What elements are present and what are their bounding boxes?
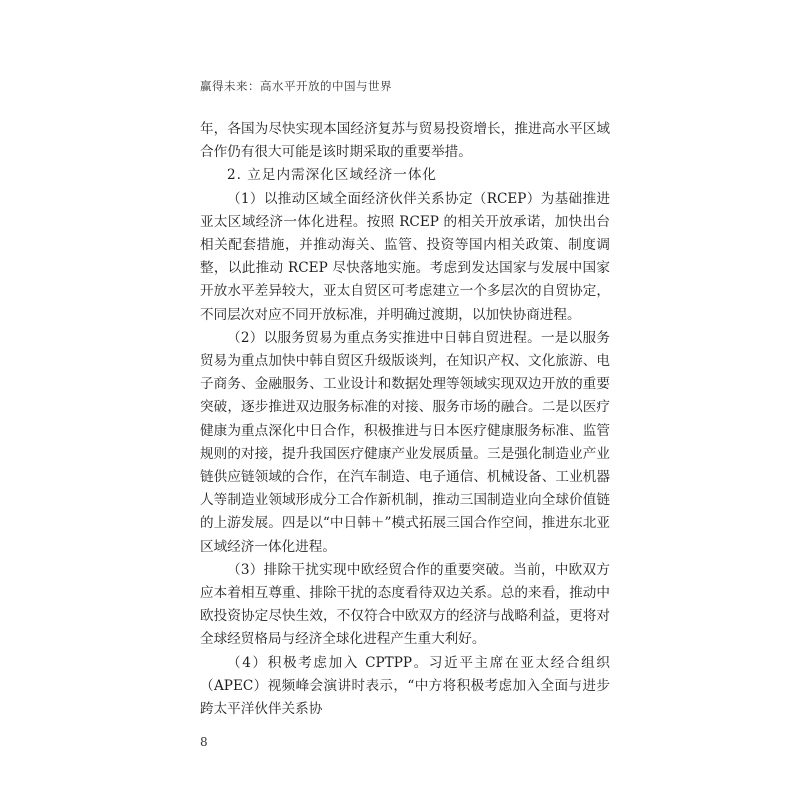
paragraph-rcep: （1）以推动区域全面经济伙伴关系协定（RCEP）为基础推进亚太区域经济一体化进程。按照 RCEP 的相关开放承诺，加快出台相关配套措施，并推动海关、监管、投资等国内相关政策、制度调整，以此推动 RCEP 尽快落地实施。考虑到发达国家与发展中国家开放水平差异较大，亚太自贸区可考虑建立一个多层次的自贸协定，不同层次对应不同开放标准，并明确过渡期，以加快协商进程。 bbox=[200, 190, 610, 323]
section-heading: 2. 立足内需深化区域经济一体化 bbox=[227, 167, 438, 184]
paragraph-china-eu: （3）排除干扰实现中欧经贸合作的重要突破。当前，中欧双方应本着相互尊重、排除干扰的态度看待双边关系。总的来看，推动中欧投资协定尽快生效，不仅符合中欧双方的经济与战略利益，更将对全球经贸格局与经济全球化进程产生重大利好。 bbox=[200, 561, 610, 648]
paragraph-cjk-fta: （2）以服务贸易为重点务实推进中日韩自贸进程。一是以服务贸易为重点加快中韩自贸区升级版谈判，在知识产权、文化旅游、电子商务、金融服务、工业设计和数据处理等领域实现双边开放的重要突破，逐步推进双边服务标准的对接、服务市场的融合。二是以医疗健康为重点深化中日合作，积极推进与日本医疗健康服务标准、监管规则的对接，提升我国医疗健康产业发展质量。三是强化制造业产业链供应链领域的合作，在汽车制造、电子通信、机械设备、工业机器人等制造业领域形成分工合作新机制，推动三国制造业向全球价值链的上游发展。四是以“中日韩＋”模式拓展三国合作空间，推进东北亚区域经济一体化进程。 bbox=[200, 329, 610, 555]
paragraph-cptpp: （4）积极考虑加入 CPTPP。习近平主席在亚太经合组织（APEC）视频峰会演讲时表示，“中方将积极考虑加入全面与进步跨太平洋伙伴关系协 bbox=[200, 654, 610, 718]
body-text bbox=[200, 118, 610, 721]
running-header: 赢得未来：高水平开放的中国与世界 bbox=[200, 79, 392, 93]
page-number: 8 bbox=[200, 735, 208, 749]
paragraph-continuation: 年，各国为尽快实现本国经济复苏与贸易投资增长，推进高水平区域合作仍有很大可能是该时期采取的重要举措。 bbox=[200, 121, 610, 161]
